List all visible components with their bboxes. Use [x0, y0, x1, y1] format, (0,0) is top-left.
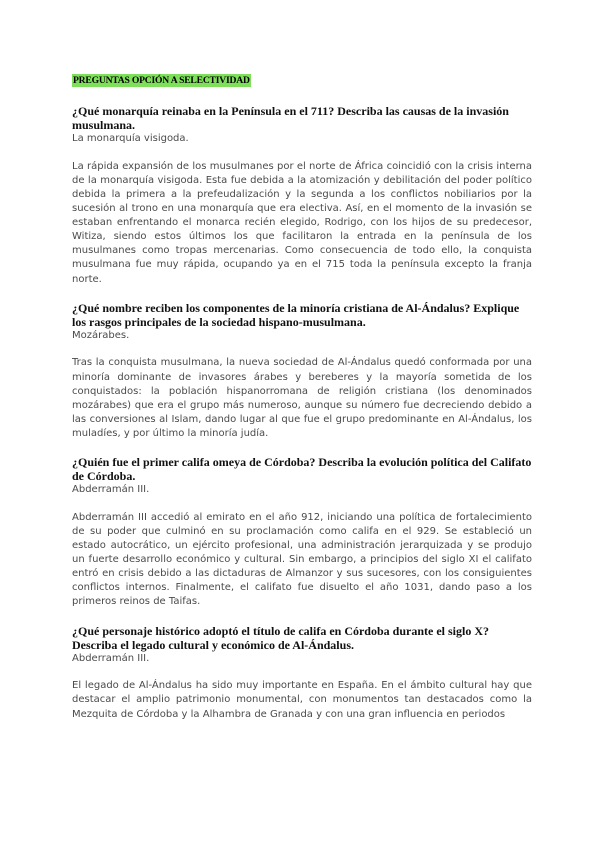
page-title: PREGUNTAS OPCIÓN A SELECTIVIDAD: [73, 75, 250, 86]
qa-section-3: [72, 455, 532, 609]
answer-paragraph-1: La rápida expansión de los musulmanes por el norte de África coincidió con la crisis interna de la monarquía visigoda. Esta fue debida a la atomización y debilitación del poder político debida la primera a la prefeudalización y la segunda a los conflictos nobiliarios por la sucesión al trono en una monarquía que era electiva. Así, en el momento de la invasión se estaban enfrentando el monarca recién elegido, Rodrigo, con los hijos de su predecesor, Witiza, siendo estos últimos los que facilitaron la entrada en la península de los musulmanes como tropas mercenarias. Como consecuencia de todo ello, la conquista musulmana fue muy rápida, ocupando ya en el 715 toda la península excepto la franja norte.: [72, 160, 532, 285]
title-row: [72, 70, 532, 88]
document-page: [72, 70, 532, 722]
short-answer-1: La monarquía visigoda.: [72, 133, 189, 145]
answer-paragraph-2: Tras la conquista musulmana, la nueva sociedad de Al-Ándalus quedó conformada por una minoría dominante de invasores árabes y bereberes y la mayoría sometida de los conquistados: la población hispanorromana de religión cristiana (los denominados mozárabes) que era el grupo más numeroso, aunque su número fue decreciendo debido a las conversiones al Islam, dando lugar al que fue el grupo predominante en Al-Ándalus, los muladíes, y por último la minoría judía.: [72, 357, 532, 439]
qa-section-1: [72, 104, 532, 287]
short-answer-3: Abderramán III.: [72, 484, 150, 496]
short-answer-4: Abderramán III.: [72, 652, 150, 664]
question-1: ¿Qué monarquía reinaba en la Península en el 711? Describa las causas de la invasión musulmana.: [72, 104, 509, 133]
short-answer-2: Mozárabes.: [72, 330, 130, 342]
answer-paragraph-4: El legado de Al-Ándalus ha sido muy importante en España. En el ámbito cultural hay que destacar el amplio patrimonio monumental, con monumentos tan destacados como la Mezquita de Córdoba y la Alhambra de Granada y con una gran influencia en periodos: [72, 680, 532, 720]
qa-section-4: [72, 624, 532, 722]
question-3: ¿Quién fue el primer califa omeya de Córdoba? Describa la evolución política del Califato de Córdoba.: [72, 455, 532, 484]
question-2: ¿Qué nombre reciben los componentes de la minoría cristiana de Al-Ándalus? Explique los rasgos principales de la sociedad hispano-musulmana.: [72, 300, 520, 329]
answer-paragraph-3: Abderramán III accedió al emirato en el año 912, iniciando una política de fortalecimiento de su poder que culminó en su proclamación como califa en el 929. Se estableció un estado autocrático, un ejército profesional, una administración jerarquizada y se produjo un fuerte desarrollo económico y cultural. Sin embargo, a principios del siglo XI el califato entró en crisis debido a las dictaduras de Almanzor y sus sucesores, con los consiguientes conflictos internos. Finalmente, el califato fue disuelto el año 1031, dando paso a los primeros reinos de Taifas.: [72, 511, 532, 608]
question-4: ¿Qué personaje histórico adoptó el título de califa en Córdoba durante el siglo X? Describa el legado cultural y económico de Al-Ándalus.: [72, 623, 489, 652]
qa-section-2: [72, 301, 532, 441]
